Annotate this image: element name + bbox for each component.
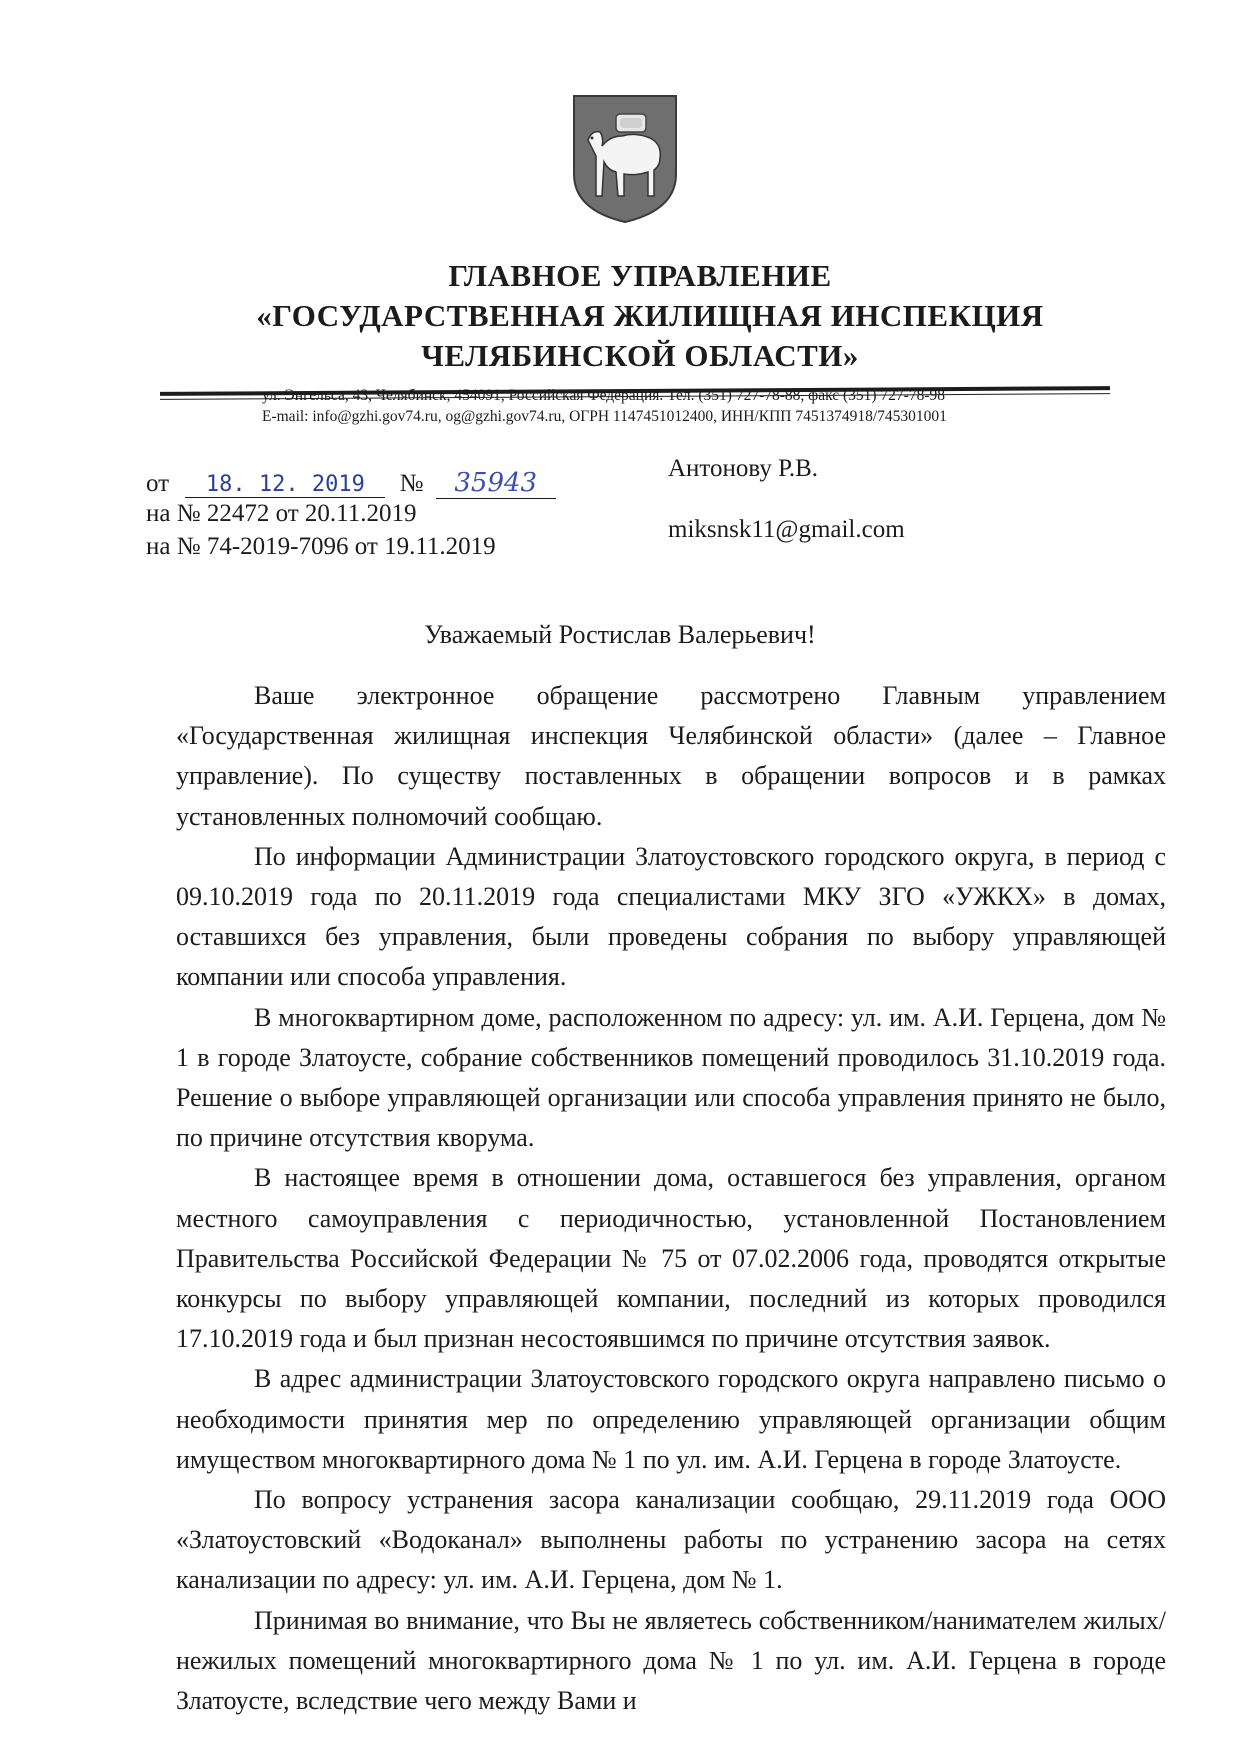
body-paragraph: В многоквартирном доме, расположенном по адресу: ул. им. А.И. Герцена, дом № 1 в городе Златоусте, собрание собственников помещений проводилось 31.10.2019 года. Решение о выборе управляющей организации или способа управления принято не было, по причине отсутствия кворума. bbox=[176, 1002, 1166, 1153]
recipient-name: Антонову Р.В. bbox=[668, 455, 819, 482]
letter-date-row bbox=[146, 468, 556, 499]
number-label: № bbox=[399, 470, 424, 497]
letter-body bbox=[176, 676, 1166, 1721]
date-label: от bbox=[146, 470, 170, 497]
body-paragraph: По информации Администрации Златоустовского городского округа, в период с 09.10.2019 года по 20.11.2019 года специалистами МКУ ЗГО «УЖКХ» в домах, оставшихся без управления, были проведены собрания по выбору управляющей компании или способа управления. bbox=[176, 841, 1166, 992]
org-address: ул. Энгельса, 43, Челябинск, 454091, Российская Федерация. Тел. (351) 727-78-88, факс (351) 727-78-98 bbox=[262, 387, 945, 404]
org-contacts: E-mail: info@gzhi.gov74.ru, og@gzhi.gov74.ru, ОГРН 1147451012400, ИНН/КПП 7451374918/745301001 bbox=[262, 408, 947, 425]
org-title-line-3: ЧЕЛЯБИНСКОЙ ОБЛАСТИ» bbox=[421, 338, 859, 373]
coat-of-arms-icon bbox=[570, 92, 680, 224]
body-paragraph: В адрес администрации Златоустовского городского округа направлено письмо о необходимости принятия мер по определению управляющей организации общим имуществом многоквартирного дома № 1 по ул. им. А.И. Герцена в городе Златоусте. bbox=[176, 1364, 1166, 1474]
body-paragraph: Ваше электронное обращение рассмотрено Главным управлением «Государственная жилищная инспекция Челябинской области» (далее – Главное управление). По существу поставленных в обращении вопросов и в рамках установленных полномочий сообщаю. bbox=[176, 681, 1166, 831]
reference-line-2: на № 74-2019-7096 от 19.11.2019 bbox=[146, 533, 496, 560]
date-stamp: 18. 12. 2019 bbox=[185, 472, 385, 498]
registration-number: 35943 bbox=[436, 468, 556, 499]
reference-line-1: на № 22472 от 20.11.2019 bbox=[146, 500, 417, 527]
body-paragraph: Принимая во внимание, что Вы не являетесь собственником/нанимателем жилых/нежилых помещений многоквартирного дома № 1 по ул. им. А.И. Герцена в городе Златоусте, вследствие чего между Вами и bbox=[176, 1605, 1166, 1716]
salutation: Уважаемый Ростислав Валерьевич! bbox=[424, 620, 816, 649]
body-paragraph: В настоящее время в отношении дома, оставшегося без управления, органом местного самоуправления с периодичностью, установленной Постановлением Правительства Российской Федерации № 75 от 07.02.2006 года, проводятся открытые конкурсы по выбору управляющей компании, последний из которых проводился 17.10.2019 года и был признан несостоявшимся по причине отсутствия заявок. bbox=[176, 1163, 1166, 1354]
recipient-email: miksnsk11@gmail.com bbox=[668, 516, 905, 543]
org-title-line-2: «ГОСУДАРСТВЕННАЯ ЖИЛИЩНАЯ ИНСПЕКЦИЯ bbox=[256, 298, 1044, 333]
body-paragraph: По вопросу устранения засора канализации сообщаю, 29.11.2019 года ООО «Златоустовский «Водоканал» выполнены работы по устранению засора на сетях канализации по адресу: ул. им. А.И. Герцена, дом № 1. bbox=[176, 1485, 1166, 1595]
org-title-line-1: ГЛАВНОЕ УПРАВЛЕНИЕ bbox=[448, 258, 832, 293]
